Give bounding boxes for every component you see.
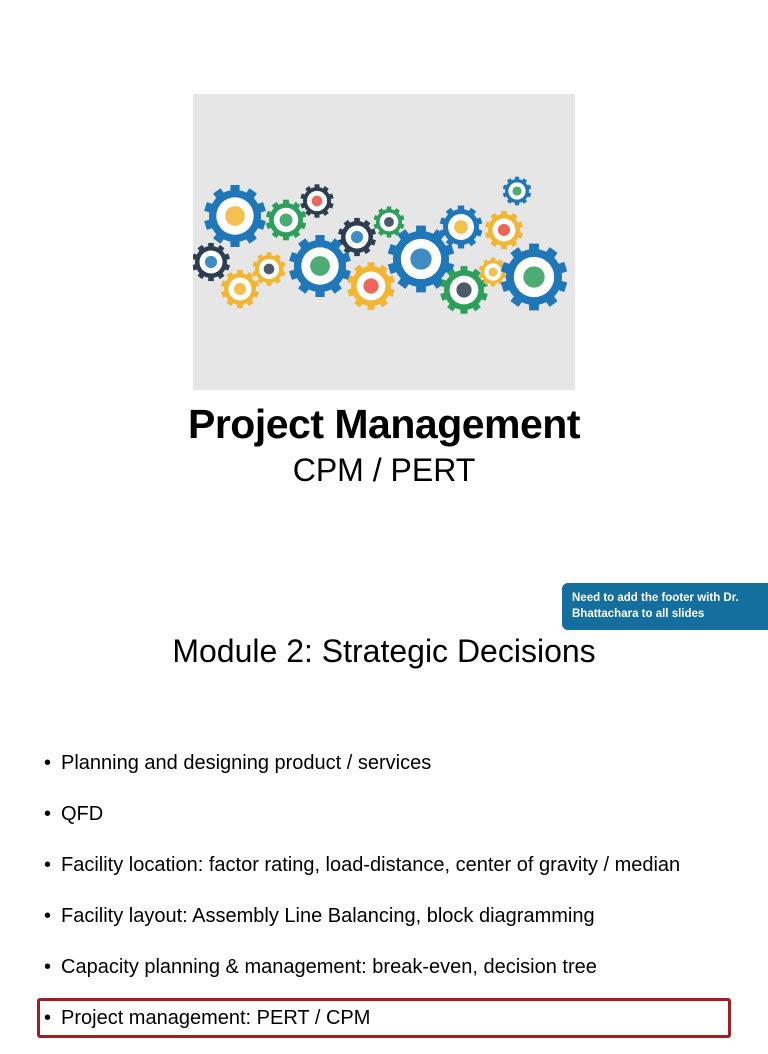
bullet-icon: • bbox=[44, 956, 52, 978]
bullet-icon: • bbox=[44, 752, 52, 774]
handshake-icon bbox=[204, 185, 266, 247]
target-icon bbox=[501, 244, 568, 311]
bullet-icon: • bbox=[44, 803, 52, 825]
list-item-text: Facility location: factor rating, load-distance, center of gravity / median bbox=[61, 854, 681, 876]
briefcase-icon bbox=[374, 206, 405, 237]
list-item-text: Facility layout: Assembly Line Balancing, block diagramming bbox=[61, 905, 595, 927]
comment-note[interactable]: Need to add the footer with Dr. Bhattachara to all slides bbox=[562, 583, 768, 630]
puzzle-icon bbox=[440, 266, 488, 314]
list-item bbox=[44, 748, 744, 799]
bullet-icon: • bbox=[44, 905, 52, 927]
megaphone-icon bbox=[193, 243, 230, 281]
magnifier-icon bbox=[221, 270, 259, 308]
project-management-illustration bbox=[193, 94, 575, 390]
bar-chart-icon bbox=[485, 211, 523, 249]
list-item-text: Project management: PERT / CPM bbox=[61, 1007, 371, 1029]
module-heading: Module 2: Strategic Decisions bbox=[172, 633, 596, 669]
list-item-text: Capacity planning & management: break-even, decision tree bbox=[61, 956, 597, 978]
list-item bbox=[44, 799, 744, 850]
list-item bbox=[44, 850, 744, 901]
pie-chart-icon bbox=[503, 177, 532, 206]
bullet-icon: • bbox=[44, 854, 52, 876]
list-item-text: QFD bbox=[61, 803, 104, 825]
highlight-box bbox=[37, 998, 731, 1038]
pencil-icon bbox=[338, 218, 376, 256]
bullet-icon: • bbox=[44, 1007, 52, 1029]
gears-illustration bbox=[193, 94, 575, 390]
envelope-icon bbox=[440, 206, 483, 249]
calendar-icon bbox=[347, 262, 395, 310]
slide-title: Project Management bbox=[188, 401, 580, 447]
binoculars-icon bbox=[300, 184, 333, 217]
list-item bbox=[44, 901, 744, 952]
slide-subtitle: CPM / PERT bbox=[292, 452, 476, 488]
money-icon bbox=[266, 200, 306, 241]
list-item bbox=[44, 952, 744, 1003]
list-item-text: Planning and designing product / services bbox=[61, 752, 432, 774]
